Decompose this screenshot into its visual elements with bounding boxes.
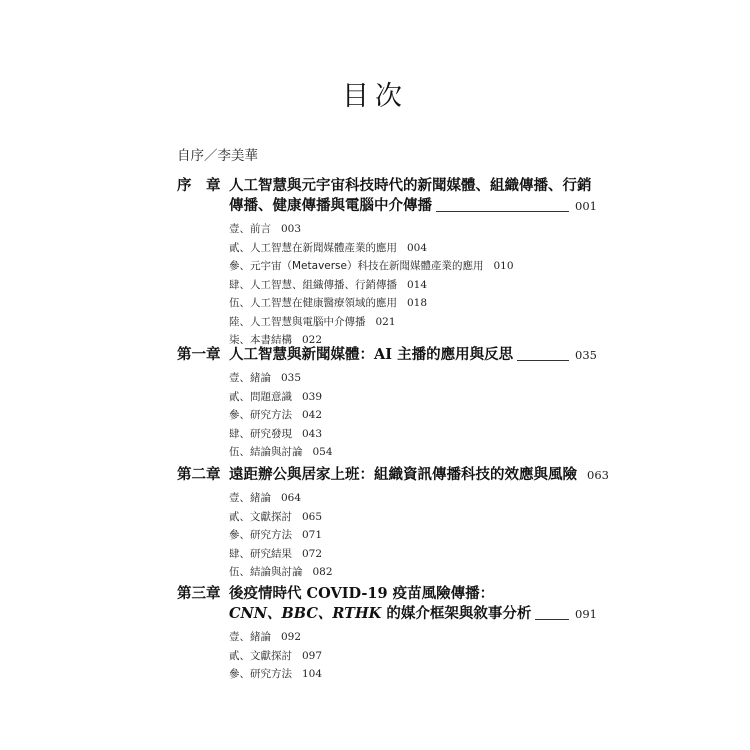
chapter-title-line bbox=[229, 345, 597, 365]
chapter-number: 第三章 bbox=[177, 585, 221, 602]
section-item[interactable]: 肆、研究發現 043 bbox=[229, 427, 323, 440]
chapter-title-line2-rest: 的媒介框架與敘事分析 bbox=[381, 605, 532, 622]
chapter-title-line2 bbox=[229, 196, 597, 216]
chapter-title-line2-text bbox=[229, 604, 531, 624]
section-item[interactable]: 參、研究方法 042 bbox=[229, 409, 323, 421]
chapter-page: 091 bbox=[575, 607, 597, 621]
chapter-title-line bbox=[229, 465, 609, 485]
section-item[interactable]: 貳、文獻探討 065 bbox=[229, 510, 323, 523]
chapter-title-line2 bbox=[229, 604, 597, 624]
preface-entry[interactable]: 自序／李美華 bbox=[177, 148, 258, 164]
chapter-prologue bbox=[177, 176, 597, 350]
chapter-page: 001 bbox=[575, 199, 597, 213]
chapter-title-text: 遠距辦公與居家上班：組織資訊傳播科技的效應與風險 bbox=[229, 466, 577, 483]
chapter-1 bbox=[177, 345, 597, 462]
section-item[interactable]: 壹、前言 003 bbox=[229, 223, 302, 235]
chapter-2 bbox=[177, 465, 609, 582]
section-list bbox=[229, 220, 597, 350]
section-list bbox=[229, 628, 597, 684]
chapter-page: 035 bbox=[575, 348, 597, 362]
section-item[interactable]: 壹、緒論 064 bbox=[229, 492, 302, 504]
section-item[interactable]: 貳、文獻探討 097 bbox=[229, 649, 323, 662]
section-item[interactable]: 肆、研究結果 072 bbox=[229, 547, 323, 560]
leader-line bbox=[535, 619, 569, 620]
chapter-title-line2-text: 傳播、健康傳播與電腦中介傳播 bbox=[229, 197, 432, 214]
network-names: CNN、BBC、RTHK bbox=[229, 605, 382, 622]
chapter-page: 063 bbox=[587, 468, 609, 482]
chapter-title[interactable] bbox=[229, 584, 597, 624]
section-item[interactable]: 伍、結論與討論 054 bbox=[229, 446, 333, 458]
chapter-number: 序 章 bbox=[177, 177, 221, 194]
section-item[interactable]: 壹、緒論 035 bbox=[229, 372, 302, 384]
section-item[interactable]: 肆、人工智慧、組織傳播、行銷傳播 014 bbox=[229, 278, 428, 291]
chapter-3 bbox=[177, 584, 597, 684]
section-item[interactable]: 柒、本書結構 022 bbox=[229, 334, 323, 346]
chapter-title[interactable] bbox=[229, 465, 609, 485]
section-item[interactable]: 參、研究方法 071 bbox=[229, 529, 323, 541]
section-item[interactable]: 伍、結論與討論 082 bbox=[229, 566, 333, 578]
chapter-title[interactable] bbox=[229, 345, 597, 365]
section-item[interactable]: 貳、問題意識 039 bbox=[229, 390, 323, 403]
leader-line bbox=[517, 360, 569, 361]
section-item[interactable]: 參、研究方法 104 bbox=[229, 668, 323, 680]
leader-line bbox=[436, 211, 569, 212]
section-item[interactable]: 參、元宇宙（Metaverse）科技在新聞媒體產業的應用 010 bbox=[229, 260, 514, 272]
chapter-title-line1: 後疫情時代 COVID-19 疫苗風險傳播： bbox=[229, 585, 495, 602]
chapter-title[interactable] bbox=[229, 176, 597, 216]
section-list bbox=[229, 369, 597, 462]
chapter-title-line1: 人工智慧與元宇宙科技時代的新聞媒體、組織傳播、行銷 bbox=[229, 177, 592, 194]
section-item[interactable]: 貳、人工智慧在新聞媒體產業的應用 004 bbox=[229, 241, 428, 254]
page-title: 目次 bbox=[342, 81, 408, 112]
section-item[interactable]: 壹、緒論 092 bbox=[229, 631, 302, 643]
section-list bbox=[229, 489, 597, 582]
chapter-number: 第一章 bbox=[177, 346, 221, 363]
chapter-number: 第二章 bbox=[177, 466, 221, 483]
section-item[interactable]: 陸、人工智慧與電腦中介傳播 021 bbox=[229, 315, 396, 328]
section-item[interactable]: 伍、人工智慧在健康醫療領域的應用 018 bbox=[229, 297, 428, 309]
chapter-title-text: 人工智慧與新聞媒體：AI 主播的應用與反思 bbox=[229, 346, 514, 363]
